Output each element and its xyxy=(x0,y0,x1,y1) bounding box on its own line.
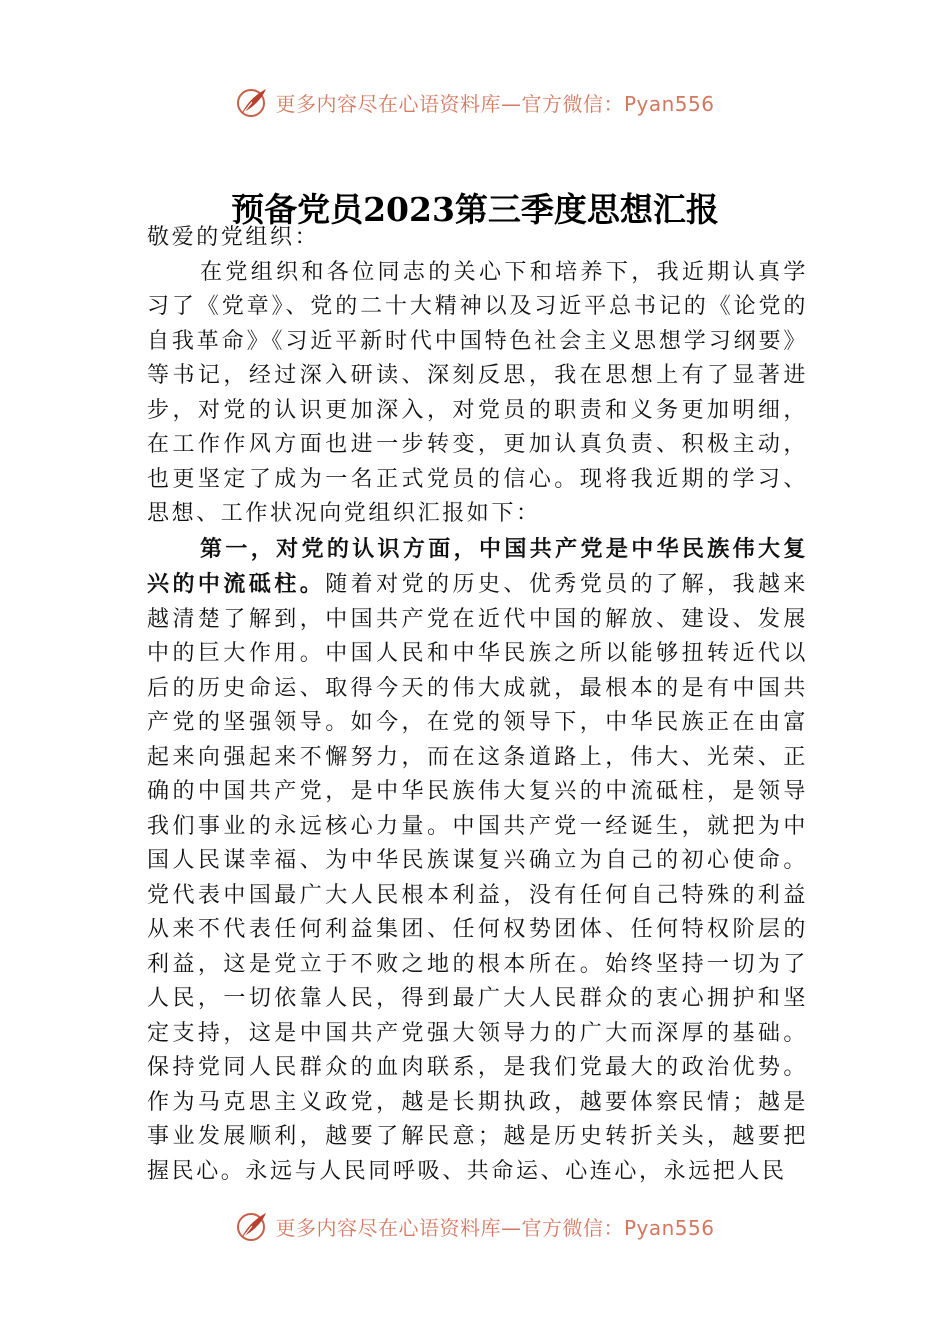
section-heading: 第一，对党的认识方面，中国共产党是中华民族伟大复兴的中流砥柱。 xyxy=(147,535,808,597)
header-watermark xyxy=(0,84,950,120)
footer-watermark xyxy=(0,1208,950,1244)
feather-pen-logo-icon xyxy=(235,86,269,118)
paragraph-section-1 xyxy=(147,532,808,1190)
salutation: 敬爱的党组织： xyxy=(147,225,320,250)
feather-pen-logo-icon xyxy=(235,1210,269,1242)
paragraph-intro xyxy=(147,256,808,532)
paragraph-text: 在党组织和各位同志的关心下和培养下，我近期认真学习了《党章》、党的二十大精神以及习近平总书记的《论党的自我革命》《习近平新时代中国特色社会主义思想学习纲要》等书记，经过深入研读、深刻反思，我在思想上有了显著进步，对党的认识更加深入，对党员的职责和义务更加明细，在工作作风方面也进一步转变，更加认真负责、积极主动，也更坚定了成为一名正式党员的信心。现将我近期的学习、思想、工作状况向党组织汇报如下： xyxy=(147,259,808,526)
paragraph-text: 随着对党的历史、优秀党员的了解，我越来越清楚了解到，中国共产党在近代中国的解放、建设、发展中的巨大作用。中国人民和中华民族之所以能够扭转近代以后的历史命运、取得今天的伟大成就，最根本的是有中国共产党的坚强领导。如今，在党的领导下，中华民族正在由富起来向强起来不懈努力，而在这条道路上，伟大、光荣、正确的中国共产党，是中华民族伟大复兴的中流砥柱，是领导我们事业的永远核心力量。中国共产党一经诞生，就把为中国人民谋幸福、为中华民族谋复兴确立为自己的初心使命。党代表中国最广大人民根本利益，没有任何自己特殊的利益从来不代表任何利益集团、任何权势团体、任何特权阶层的利益，这是党立于不败之地的根本所在。始终坚持一切为了人民，一切依靠人民，得到最广大人民群众的衷心拥护和坚定支持，这是中国共产党强大领导力的广大而深厚的基础。保持党同人民群众的血肉联系，是我们党最大的政治优势。作为马克思主义政党，越是长期执政，越要体察民情；越是事业发展顺利，越要了解民意；越是历史转折关头，越要把握民心。永远与人民同呼吸、共命运、心连心，永远把人民 xyxy=(147,572,809,1184)
watermark-text: 更多内容尽在心语资料库—官方微信：Pyan556 xyxy=(275,1215,715,1240)
document-body xyxy=(147,221,808,1189)
document-title: 预备党员2023第三季度思想汇报 xyxy=(231,190,719,229)
watermark-text: 更多内容尽在心语资料库—官方微信：Pyan556 xyxy=(275,91,715,116)
